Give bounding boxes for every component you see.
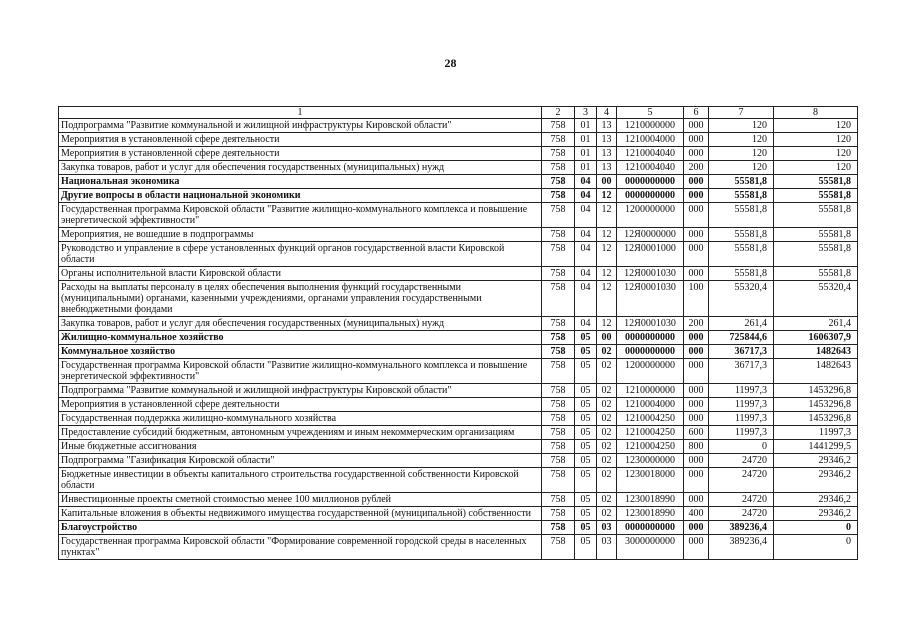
section-cell: 01	[575, 133, 597, 147]
subsection-cell: 13	[597, 161, 617, 175]
amount-column-8-cell: 120	[774, 161, 858, 175]
amount-column-8-cell: 1453296,8	[774, 384, 858, 398]
section-cell: 05	[575, 493, 597, 507]
department-code-cell: 758	[542, 161, 575, 175]
item-name-cell: Руководство и управление в сфере установленных функций органов государственной власти Кировской области	[59, 242, 542, 267]
subsection-cell: 02	[597, 440, 617, 454]
table-row	[59, 412, 858, 426]
amount-column-7-cell: 120	[709, 133, 774, 147]
table-row	[59, 398, 858, 412]
amount-column-8-cell: 55581,8	[774, 267, 858, 281]
expense-type-cell: 000	[684, 359, 709, 384]
department-code-cell: 758	[542, 468, 575, 493]
subsection-cell: 02	[597, 468, 617, 493]
department-code-cell: 758	[542, 133, 575, 147]
department-code-cell: 758	[542, 203, 575, 228]
item-name-cell: Государственная программа Кировской области "Развитие жилищно-коммунального комплекса и повышение энергетической эффективности"	[59, 203, 542, 228]
subsection-cell: 03	[597, 535, 617, 560]
amount-column-8-cell: 11997,3	[774, 426, 858, 440]
table-row	[59, 281, 858, 317]
amount-column-8-cell: 1453296,8	[774, 398, 858, 412]
header-cell: 1	[59, 107, 542, 119]
amount-column-8-cell: 0	[774, 521, 858, 535]
expense-type-cell: 000	[684, 267, 709, 281]
section-cell: 04	[575, 189, 597, 203]
amount-column-8-cell: 261,4	[774, 317, 858, 331]
subsection-cell: 12	[597, 267, 617, 281]
item-name-cell: Предоставление субсидий бюджетным, автономным учреждениям и иным некоммерческим организациям	[59, 426, 542, 440]
amount-column-8-cell: 120	[774, 147, 858, 161]
department-code-cell: 758	[542, 384, 575, 398]
item-name-cell: Иные бюджетные ассигнования	[59, 440, 542, 454]
item-name-cell: Капитальные вложения в объекты недвижимого имущества государственной (муниципальной) собственности	[59, 507, 542, 521]
amount-column-7-cell: 24720	[709, 507, 774, 521]
amount-column-7-cell: 55581,8	[709, 175, 774, 189]
amount-column-7-cell: 261,4	[709, 317, 774, 331]
target-article-cell: 1200000000	[617, 203, 684, 228]
item-name-cell: Благоустройство	[59, 521, 542, 535]
table-row	[59, 331, 858, 345]
expense-type-cell: 400	[684, 507, 709, 521]
subsection-cell: 12	[597, 242, 617, 267]
header-cell: 2	[542, 107, 575, 119]
expense-type-cell: 000	[684, 331, 709, 345]
expense-type-cell: 100	[684, 281, 709, 317]
section-cell: 05	[575, 426, 597, 440]
table-row	[59, 521, 858, 535]
table-row	[59, 454, 858, 468]
target-article-cell: 12Я0001030	[617, 281, 684, 317]
target-article-cell: 1210004250	[617, 426, 684, 440]
expense-type-cell: 000	[684, 412, 709, 426]
target-article-cell: 0000000000	[617, 331, 684, 345]
item-name-cell: Мероприятия, не вошедшие в подпрограммы	[59, 228, 542, 242]
expense-type-cell: 000	[684, 147, 709, 161]
amount-column-7-cell: 0	[709, 440, 774, 454]
amount-column-7-cell: 55320,4	[709, 281, 774, 317]
subsection-cell: 03	[597, 521, 617, 535]
expense-type-cell: 600	[684, 426, 709, 440]
header-cell: 4	[597, 107, 617, 119]
amount-column-7-cell: 55581,8	[709, 228, 774, 242]
amount-column-8-cell: 1453296,8	[774, 412, 858, 426]
header-cell: 3	[575, 107, 597, 119]
target-article-cell: 1230018990	[617, 493, 684, 507]
amount-column-7-cell: 725844,6	[709, 331, 774, 345]
subsection-cell: 12	[597, 281, 617, 317]
expense-type-cell: 000	[684, 521, 709, 535]
section-cell: 05	[575, 384, 597, 398]
section-cell: 05	[575, 468, 597, 493]
department-code-cell: 758	[542, 331, 575, 345]
item-name-cell: Закупка товаров, работ и услуг для обеспечения государственных (муниципальных) нужд	[59, 317, 542, 331]
expense-type-cell: 000	[684, 384, 709, 398]
amount-column-7-cell: 24720	[709, 493, 774, 507]
header-row	[59, 107, 858, 119]
amount-column-8-cell: 55320,4	[774, 281, 858, 317]
target-article-cell: 1230000000	[617, 454, 684, 468]
target-article-cell: 0000000000	[617, 175, 684, 189]
expense-type-cell: 000	[684, 398, 709, 412]
section-cell: 05	[575, 454, 597, 468]
target-article-cell: 1210004040	[617, 161, 684, 175]
section-cell: 04	[575, 175, 597, 189]
amount-column-7-cell: 11997,3	[709, 384, 774, 398]
amount-column-8-cell: 0	[774, 535, 858, 560]
subsection-cell: 13	[597, 133, 617, 147]
department-code-cell: 758	[542, 189, 575, 203]
expense-type-cell: 000	[684, 454, 709, 468]
table-row	[59, 267, 858, 281]
subsection-cell: 13	[597, 119, 617, 133]
table-row	[59, 507, 858, 521]
table-row	[59, 147, 858, 161]
section-cell: 05	[575, 535, 597, 560]
subsection-cell: 02	[597, 507, 617, 521]
budget-table	[58, 106, 858, 560]
department-code-cell: 758	[542, 521, 575, 535]
department-code-cell: 758	[542, 228, 575, 242]
amount-column-7-cell: 55581,8	[709, 189, 774, 203]
item-name-cell: Подпрограмма "Развитие коммунальной и жилищной инфраструктуры Кировской области"	[59, 119, 542, 133]
table-row	[59, 359, 858, 384]
amount-column-7-cell: 55581,8	[709, 242, 774, 267]
item-name-cell: Жилищно-коммунальное хозяйство	[59, 331, 542, 345]
item-name-cell: Подпрограмма "Развитие коммунальной и жилищной инфраструктуры Кировской области"	[59, 384, 542, 398]
amount-column-7-cell: 55581,8	[709, 203, 774, 228]
section-cell: 04	[575, 267, 597, 281]
item-name-cell: Мероприятия в установленной сфере деятельности	[59, 398, 542, 412]
header-cell: 7	[709, 107, 774, 119]
amount-column-7-cell: 24720	[709, 454, 774, 468]
department-code-cell: 758	[542, 398, 575, 412]
expense-type-cell: 000	[684, 133, 709, 147]
target-article-cell: 1210000000	[617, 119, 684, 133]
department-code-cell: 758	[542, 147, 575, 161]
target-article-cell: 3000000000	[617, 535, 684, 560]
amount-column-7-cell: 24720	[709, 468, 774, 493]
amount-column-7-cell: 36717,3	[709, 345, 774, 359]
table-row	[59, 493, 858, 507]
table-row	[59, 119, 858, 133]
section-cell: 01	[575, 161, 597, 175]
target-article-cell: 1210004000	[617, 398, 684, 412]
item-name-cell: Органы исполнительной власти Кировской области	[59, 267, 542, 281]
page-number: 28	[444, 56, 457, 70]
department-code-cell: 758	[542, 242, 575, 267]
target-article-cell: 12Я0001030	[617, 267, 684, 281]
department-code-cell: 758	[542, 119, 575, 133]
section-cell: 05	[575, 345, 597, 359]
amount-column-8-cell: 120	[774, 133, 858, 147]
subsection-cell: 02	[597, 398, 617, 412]
department-code-cell: 758	[542, 267, 575, 281]
target-article-cell: 12Я0000000	[617, 228, 684, 242]
target-article-cell: 1210004250	[617, 440, 684, 454]
item-name-cell: Подпрограмма "Газификация Кировской области"	[59, 454, 542, 468]
table-row	[59, 203, 858, 228]
department-code-cell: 758	[542, 412, 575, 426]
table-row	[59, 384, 858, 398]
item-name-cell: Бюджетные инвестиции в объекты капитального строительства государственной собственности Кировской области	[59, 468, 542, 493]
amount-column-7-cell: 11997,3	[709, 426, 774, 440]
section-cell: 05	[575, 507, 597, 521]
table-row	[59, 426, 858, 440]
amount-column-8-cell: 120	[774, 119, 858, 133]
subsection-cell: 12	[597, 228, 617, 242]
expense-type-cell: 000	[684, 242, 709, 267]
section-cell: 05	[575, 412, 597, 426]
amount-column-7-cell: 120	[709, 161, 774, 175]
table-row	[59, 345, 858, 359]
expense-type-cell: 000	[684, 189, 709, 203]
item-name-cell: Инвестиционные проекты сметной стоимостью менее 100 миллионов рублей	[59, 493, 542, 507]
amount-column-7-cell: 36717,3	[709, 359, 774, 384]
item-name-cell: Коммунальное хозяйство	[59, 345, 542, 359]
subsection-cell: 12	[597, 317, 617, 331]
department-code-cell: 758	[542, 440, 575, 454]
amount-column-8-cell: 55581,8	[774, 228, 858, 242]
expense-type-cell: 000	[684, 345, 709, 359]
target-article-cell: 0000000000	[617, 521, 684, 535]
target-article-cell: 12Я0001030	[617, 317, 684, 331]
item-name-cell: Государственная поддержка жилищно-коммунального хозяйства	[59, 412, 542, 426]
department-code-cell: 758	[542, 426, 575, 440]
amount-column-8-cell: 29346,2	[774, 493, 858, 507]
amount-column-7-cell: 389236,4	[709, 521, 774, 535]
target-article-cell: 1230018990	[617, 507, 684, 521]
subsection-cell: 02	[597, 493, 617, 507]
item-name-cell: Государственная программа Кировской области "Формирование современной городской среды в населенных пунктах"	[59, 535, 542, 560]
target-article-cell: 1210000000	[617, 384, 684, 398]
subsection-cell: 02	[597, 454, 617, 468]
table-row	[59, 133, 858, 147]
amount-column-7-cell: 11997,3	[709, 412, 774, 426]
expense-type-cell: 200	[684, 161, 709, 175]
amount-column-7-cell: 120	[709, 119, 774, 133]
amount-column-7-cell: 120	[709, 147, 774, 161]
section-cell: 05	[575, 331, 597, 345]
amount-column-8-cell: 1482643	[774, 345, 858, 359]
subsection-cell: 02	[597, 359, 617, 384]
section-cell: 01	[575, 119, 597, 133]
subsection-cell: 02	[597, 412, 617, 426]
department-code-cell: 758	[542, 175, 575, 189]
target-article-cell: 1210004040	[617, 147, 684, 161]
department-code-cell: 758	[542, 507, 575, 521]
amount-column-8-cell: 29346,2	[774, 507, 858, 521]
subsection-cell: 12	[597, 203, 617, 228]
table-row	[59, 317, 858, 331]
expense-type-cell: 000	[684, 493, 709, 507]
header-cell: 5	[617, 107, 684, 119]
amount-column-8-cell: 1606307,9	[774, 331, 858, 345]
amount-column-8-cell: 1482643	[774, 359, 858, 384]
department-code-cell: 758	[542, 359, 575, 384]
expense-type-cell: 000	[684, 175, 709, 189]
item-name-cell: Расходы на выплаты персоналу в целях обеспечения выполнения функций государственными (муниципальными) органами, казенными учреждениями, органами управления государственными внебюджетными фондами	[59, 281, 542, 317]
amount-column-8-cell: 55581,8	[774, 242, 858, 267]
amount-column-7-cell: 55581,8	[709, 267, 774, 281]
section-cell: 04	[575, 203, 597, 228]
section-cell: 04	[575, 281, 597, 317]
subsection-cell: 00	[597, 331, 617, 345]
section-cell: 05	[575, 359, 597, 384]
section-cell: 04	[575, 228, 597, 242]
amount-column-8-cell: 55581,8	[774, 203, 858, 228]
section-cell: 05	[575, 398, 597, 412]
table-row	[59, 440, 858, 454]
target-article-cell: 1200000000	[617, 359, 684, 384]
table-row	[59, 175, 858, 189]
subsection-cell: 00	[597, 175, 617, 189]
subsection-cell: 02	[597, 384, 617, 398]
amount-column-7-cell: 11997,3	[709, 398, 774, 412]
expense-type-cell: 000	[684, 535, 709, 560]
table-row	[59, 535, 858, 560]
table-row	[59, 161, 858, 175]
amount-column-8-cell: 29346,2	[774, 454, 858, 468]
target-article-cell: 1230018000	[617, 468, 684, 493]
item-name-cell: Государственная программа Кировской области "Развитие жилищно-коммунального комплекса и повышение энергетической эффективности"	[59, 359, 542, 384]
item-name-cell: Мероприятия в установленной сфере деятельности	[59, 147, 542, 161]
header-cell: 6	[684, 107, 709, 119]
department-code-cell: 758	[542, 535, 575, 560]
table-row	[59, 189, 858, 203]
section-cell: 01	[575, 147, 597, 161]
subsection-cell: 02	[597, 345, 617, 359]
section-cell: 05	[575, 521, 597, 535]
item-name-cell: Другие вопросы в области национальной экономики	[59, 189, 542, 203]
target-article-cell: 1210004000	[617, 133, 684, 147]
section-cell: 05	[575, 440, 597, 454]
expense-type-cell: 000	[684, 119, 709, 133]
table-row	[59, 468, 858, 493]
target-article-cell: 0000000000	[617, 189, 684, 203]
department-code-cell: 758	[542, 454, 575, 468]
department-code-cell: 758	[542, 317, 575, 331]
department-code-cell: 758	[542, 281, 575, 317]
amount-column-8-cell: 55581,8	[774, 175, 858, 189]
target-article-cell: 0000000000	[617, 345, 684, 359]
table-row	[59, 242, 858, 267]
subsection-cell: 13	[597, 147, 617, 161]
expense-type-cell: 200	[684, 317, 709, 331]
item-name-cell: Мероприятия в установленной сфере деятельности	[59, 133, 542, 147]
expense-type-cell: 000	[684, 468, 709, 493]
amount-column-8-cell: 29346,2	[774, 468, 858, 493]
department-code-cell: 758	[542, 345, 575, 359]
header-cell: 8	[774, 107, 858, 119]
expense-type-cell: 000	[684, 203, 709, 228]
item-name-cell: Национальная экономика	[59, 175, 542, 189]
amount-column-7-cell: 389236,4	[709, 535, 774, 560]
target-article-cell: 1210004250	[617, 412, 684, 426]
target-article-cell: 12Я0001000	[617, 242, 684, 267]
section-cell: 04	[575, 242, 597, 267]
amount-column-8-cell: 1441299,5	[774, 440, 858, 454]
amount-column-8-cell: 55581,8	[774, 189, 858, 203]
subsection-cell: 02	[597, 426, 617, 440]
item-name-cell: Закупка товаров, работ и услуг для обеспечения государственных (муниципальных) нужд	[59, 161, 542, 175]
subsection-cell: 12	[597, 189, 617, 203]
section-cell: 04	[575, 317, 597, 331]
table-row	[59, 228, 858, 242]
expense-type-cell: 000	[684, 228, 709, 242]
expense-type-cell: 800	[684, 440, 709, 454]
department-code-cell: 758	[542, 493, 575, 507]
